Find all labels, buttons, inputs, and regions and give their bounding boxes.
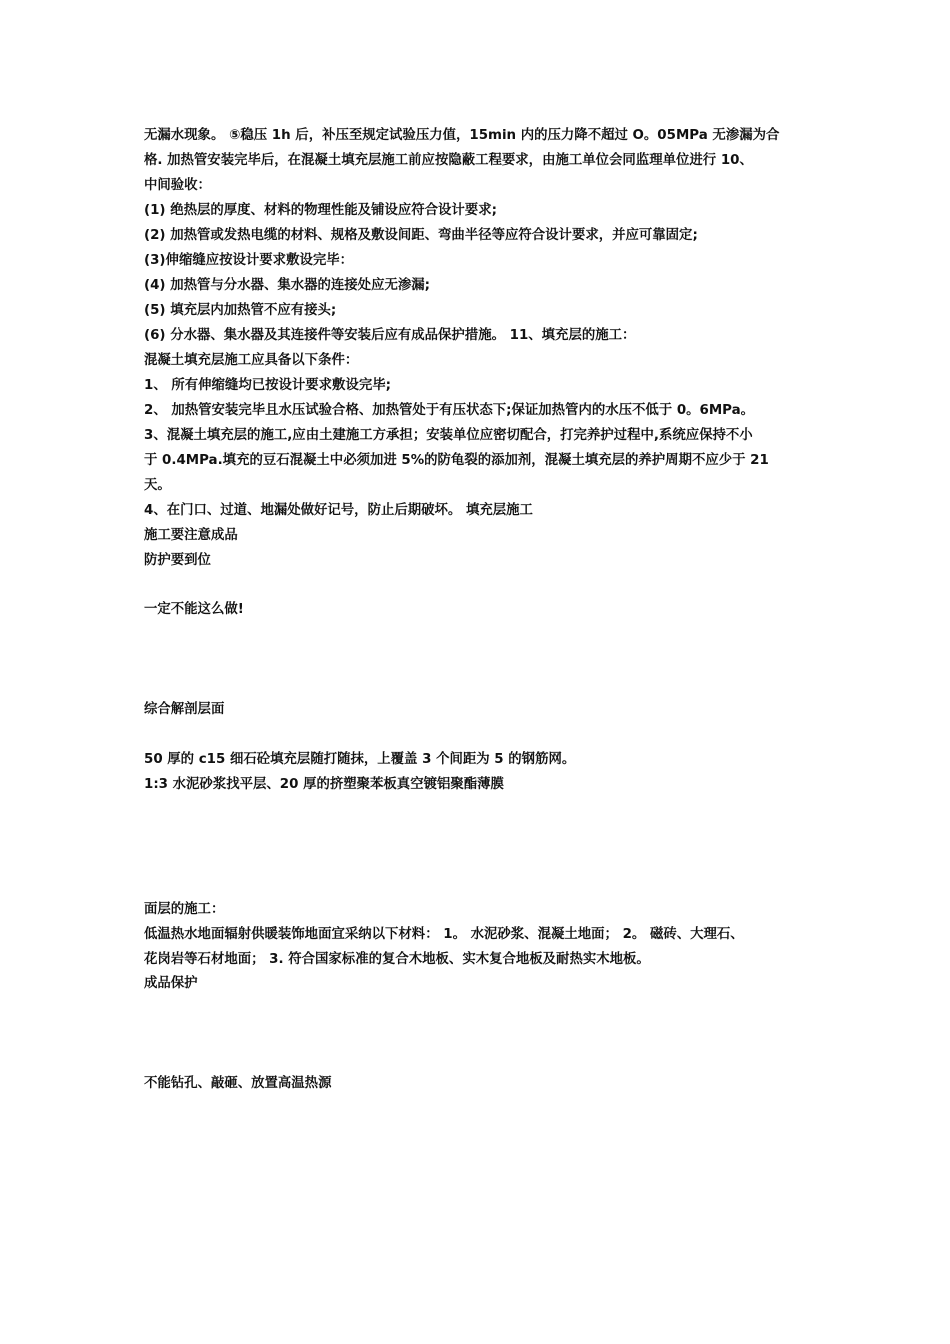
section-heading-surface: 面层的施工： [144,902,225,917]
section-heading-layers: 综合解剖层面 [144,702,225,717]
condition-item-2: 2、 加热管安装完毕且水压试验合格、加热管处于有压状态下;保证加热管内的水压不低于 0。6MPa。 [144,403,755,418]
text-line-layer-2: 1:3 水泥砂浆找平层、20 厚的挤塑聚苯板真空镀铝聚酯薄膜 [144,777,504,792]
text-line-3: 中间验收： [144,178,211,193]
text-line-2: 格. 加热管安装完毕后，在混凝土填充层施工前应按隐蔽工程要求，由施工单位会同监理单位进行 10、 [144,153,753,168]
text-line-caption-2: 防护要到位 [144,553,211,568]
list-item-4: (4) 加热管与分水器、集水器的连接处应无渗漏; [144,278,430,293]
condition-item-3-cont: 于 0.4MPa.填充的豆石混凝土中必须加进 5%的防龟裂的添加剂，混凝土填充层的养护周期不应少于 21 [144,453,769,468]
text-line-materials-1: 低温热水地面辐射供暖装饰地面宜采纳以下材料： 1。 水泥砂浆、混凝土地面； 2。 磁砖、大理石、 [144,927,744,942]
list-item-5: (5) 填充层内加热管不应有接头; [144,303,337,318]
condition-item-1: 1、 所有伸缩缝均已按设计要求敷设完毕; [144,378,391,393]
condition-item-3-end: 天。 [144,478,171,493]
condition-item-4: 4、在门口、过道、地漏处做好记号，防止后期破坏。 填充层施工 [144,503,533,518]
text-line-warning: 一定不能这么做! [144,602,244,617]
text-line-materials-2: 花岗岩等石材地面； 3. 符合国家标准的复合木地板、实木复合地板及耐热实木地板。 [144,952,650,967]
list-item-1: (1) 绝热层的厚度、材料的物理性能及铺设应符合设计要求; [144,203,497,218]
condition-item-3: 3、混凝土填充层的施工,应由土建施工方承担；安装单位应密切配合，打完养护过程中,系统应保持不小 [144,428,753,443]
text-line-caption-1: 施工要注意成品 [144,528,238,543]
text-line-protection: 成品保护 [144,976,198,991]
text-line-layer-1: 50 厚的 c15 细石砼填充层随打随抹，上覆盖 3 个间距为 5 的钢筋网。 [144,752,576,767]
text-line-conditions: 混凝土填充层施工应具备以下条件： [144,353,359,368]
list-item-6: (6) 分水器、集水器及其连接件等安装后应有成品保护措施。 11、填充层的施工： [144,328,636,343]
list-item-2: (2) 加热管或发热电缆的材料、规格及敷设间距、弯曲半径等应符合设计要求，并应可靠固定; [144,228,698,243]
list-item-3: (3)伸缩缝应按设计要求敷设完毕： [144,253,354,268]
text-line-1: 无漏水现象。 ⑤稳压 1h 后，补压至规定试验压力值，15min 内的压力降不超过 O。05MPa 无渗漏为合 [144,128,780,143]
text-line-no-drilling: 不能钻孔、敲砸、放置高温热源 [144,1076,332,1091]
